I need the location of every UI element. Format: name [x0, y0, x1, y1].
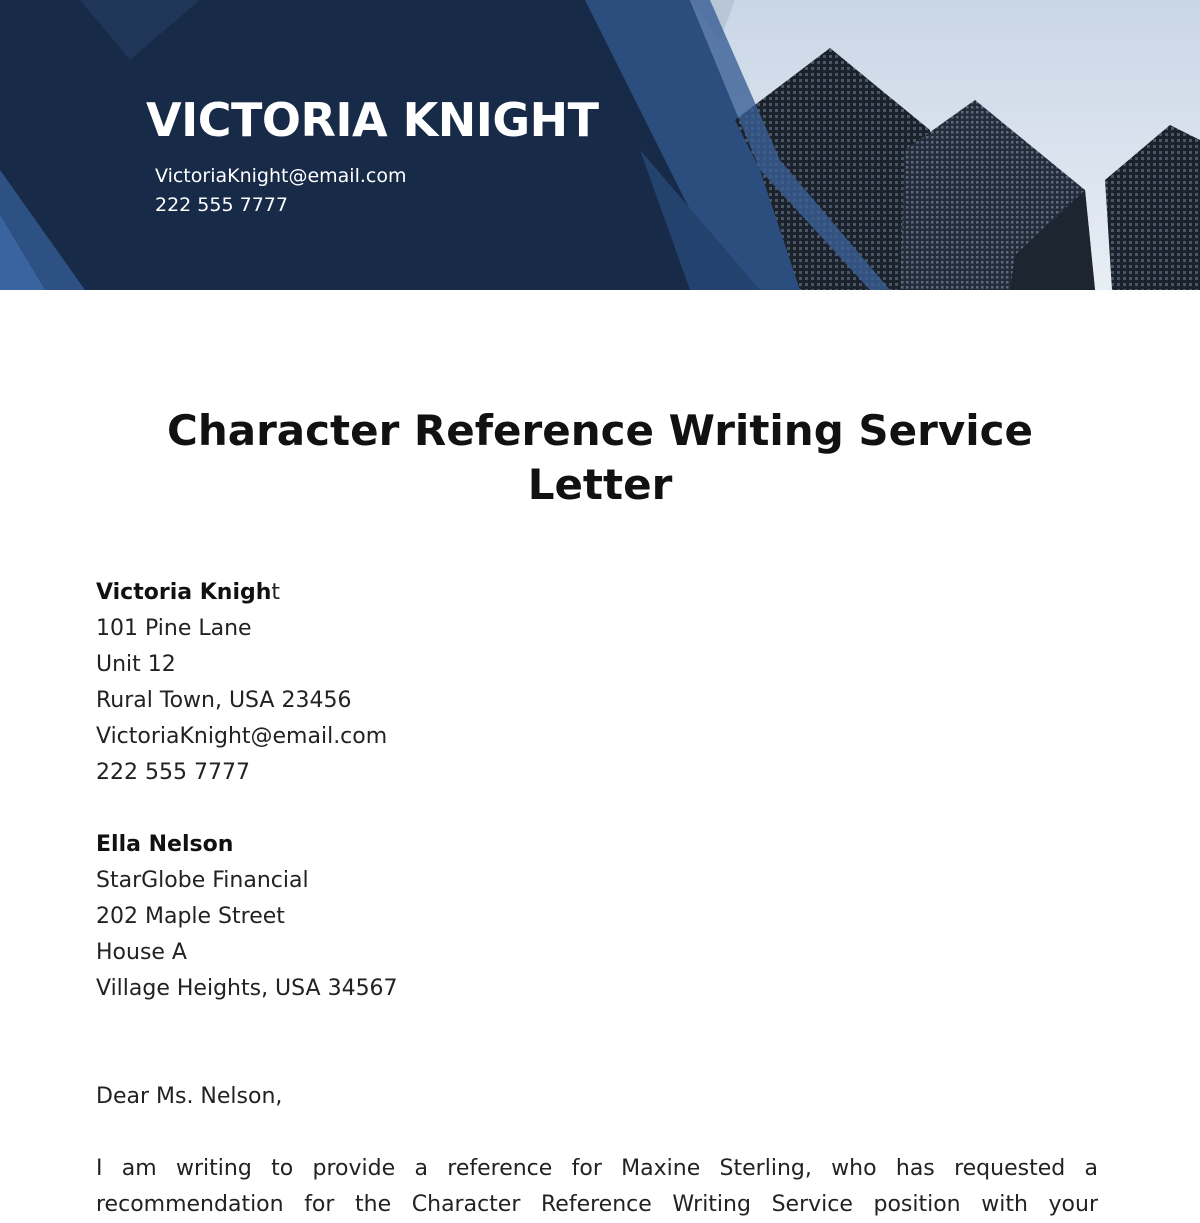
sender-name-bold: Victoria Knigh [96, 580, 272, 605]
salutation: Dear Ms. Nelson, [96, 1084, 283, 1109]
sender-phone: 222 555 7777 [96, 760, 250, 785]
letterhead-banner [0, 0, 1200, 290]
body-paragraph: I am writing to provide a reference for Maxine Sterling, who has requested a recommendation for the Character Reference Writing Service position with your [96, 1156, 1098, 1217]
recipient-street: 202 Maple Street [96, 904, 285, 929]
sender-name [96, 575, 387, 611]
recipient-address-block [96, 827, 398, 1007]
recipient-company: StarGlobe Financial [96, 868, 309, 893]
sender-email[interactable]: VictoriaKnight@email.com [96, 724, 388, 749]
header-email[interactable]: VictoriaKnight@email.com [155, 165, 407, 187]
recipient-city: Village Heights, USA 34567 [96, 976, 398, 1001]
header-name: VICTORIA KNIGHT [146, 93, 599, 147]
recipient-house: House A [96, 940, 187, 965]
sender-address-block [96, 575, 387, 791]
document-title: Character Reference Writing Service Letter [167, 406, 1033, 509]
sender-unit: Unit 12 [96, 652, 176, 677]
sender-street: 101 Pine Lane [96, 616, 252, 641]
recipient-name: Ella Nelson [96, 832, 234, 857]
header-phone: 222 555 7777 [155, 194, 288, 216]
sender-city: Rural Town, USA 23456 [96, 688, 352, 713]
sender-name-tail: t [271, 580, 281, 605]
